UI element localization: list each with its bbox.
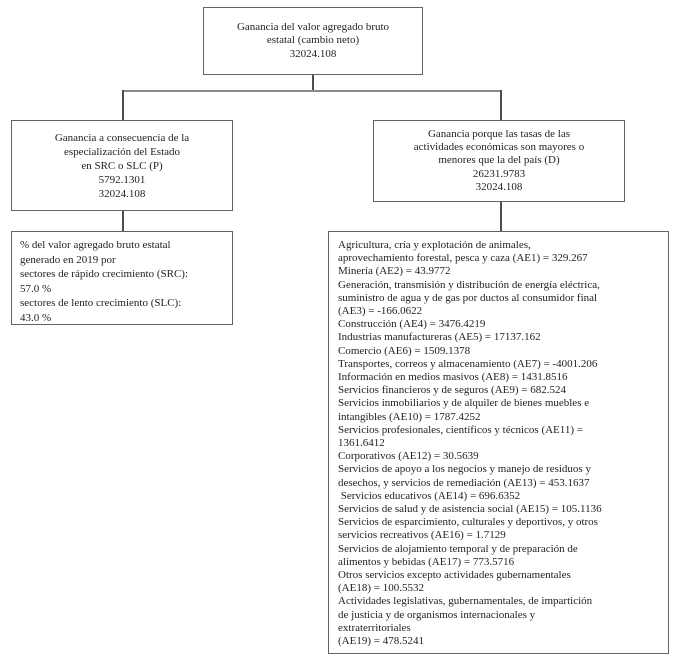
activity-line: desechos, y servicios de remediación (AE13) = 453.1637 <box>338 476 590 489</box>
activity-line: Servicios de salud y de asistencia social (AE15) = 105.1136 <box>338 503 602 516</box>
root-node-line: Ganancia del valor agregado bruto <box>236 20 390 33</box>
rates-node-line: 26231.9783 <box>472 167 526 180</box>
activity-line: Servicios profesionales, científicos y técnicos (AE11) = <box>338 423 583 436</box>
activity-line: Servicios de apoyo a los negocios y manejo de residuos y <box>338 463 591 476</box>
sector-share-line: sectores de lento crecimiento (SLC): <box>20 297 182 309</box>
connector-left-leaf-drop <box>122 211 124 231</box>
activity-line: Construcción (AE4) = 3476.4219 <box>338 318 486 331</box>
specialization-gain-node <box>11 120 233 211</box>
activity-line: (AE3) = -166.0622 <box>338 305 423 318</box>
connector-branch-bar <box>122 90 502 92</box>
rates-node-line: 32024.108 <box>475 180 523 193</box>
connector-right-leaf-drop <box>500 202 502 231</box>
activity-line: Generación, transmisión y distribución de energía eléctrica, <box>338 278 600 291</box>
activity-line: intangibles (AE10) = 1787.4252 <box>338 410 481 423</box>
root-node-line: estatal (cambio neto) <box>266 34 360 47</box>
activity-line: Servicios de alojamiento temporal y de preparación de <box>338 542 578 555</box>
sector-share-line: 43.0 % <box>20 311 52 324</box>
rates-node-line: menores que la del país (D) <box>438 154 560 167</box>
specialization-node-line: en SRC o SLC (P) <box>81 159 163 172</box>
connector-left-drop <box>122 90 124 120</box>
activity-line: Otros servicios excepto actividades gubernamentales <box>338 569 571 582</box>
activity-line: extraterritoriales <box>338 621 411 634</box>
sector-share-line: % del valor agregado bruto estatal <box>20 239 171 251</box>
activity-line: Comercio (AE6) = 1509.1378 <box>338 344 471 357</box>
activities-breakdown-node <box>328 231 669 654</box>
sector-share-line: generado en 2019 por <box>20 253 116 266</box>
connector-root-stem <box>312 75 314 91</box>
activity-line: Transportes, correos y almacenamiento (AE7) = -4001.206 <box>338 357 598 370</box>
rates-node-line: actividades económicas son mayores o <box>413 141 585 154</box>
activity-line: (AE19) = 478.5241 <box>338 635 424 648</box>
root-node-net-change <box>203 7 423 75</box>
activity-line: alimentos y bebidas (AE17) = 773.5716 <box>338 555 515 568</box>
specialization-node-line: 5792.1301 <box>98 173 146 186</box>
rates-node-line: Ganancia porque las tasas de las <box>427 127 571 140</box>
activity-line: de justicia y de organismos internacionales y <box>338 608 536 621</box>
activity-line: aprovechamiento forestal, pesca y caza (AE1) = 329.267 <box>338 252 588 265</box>
activity-line: (AE18) = 100.5532 <box>338 582 424 595</box>
activity-line: Información en medios masivos (AE8) = 1431.8516 <box>338 371 568 384</box>
activity-line: suministro de agua y de gas por ductos al consumidor final <box>338 291 598 304</box>
activity-line: Servicios educativos (AE14) = 696.6352 <box>338 489 521 502</box>
activity-line: Agricultura, cría y explotación de animales, <box>338 239 531 251</box>
specialization-node-line: especialización del Estado <box>63 145 181 158</box>
specialization-node-line: 32024.108 <box>98 187 146 200</box>
connector-right-drop <box>500 90 502 120</box>
activity-line: 1361.6412 <box>338 437 385 450</box>
activity-line: Minería (AE2) = 43.9772 <box>338 265 451 278</box>
activity-line: Servicios financieros y de seguros (AE9) = 682.524 <box>338 384 566 397</box>
activity-line: Industrias manufactureras (AE5) = 17137.162 <box>338 331 541 344</box>
activity-line: Actividades legislativas, gubernamentales, de impartición <box>338 595 593 608</box>
activity-line: Servicios inmobiliarios y de alquiler de bienes muebles e <box>338 397 590 410</box>
sector-share-node <box>11 231 233 325</box>
activity-line: servicios recreativos (AE16) = 1.7129 <box>338 529 506 542</box>
rates-gain-node <box>373 120 625 202</box>
root-node-line: 32024.108 <box>289 47 337 60</box>
activity-line: Corporativos (AE12) = 30.5639 <box>338 450 479 463</box>
sector-share-line: sectores de rápido crecimiento (SRC): <box>20 268 189 280</box>
activity-line: Servicios de esparcimiento, culturales y deportivos, y otros <box>338 516 598 529</box>
specialization-node-line: Ganancia a consecuencia de la <box>54 131 190 144</box>
sector-share-line: 57.0 % <box>20 282 52 295</box>
